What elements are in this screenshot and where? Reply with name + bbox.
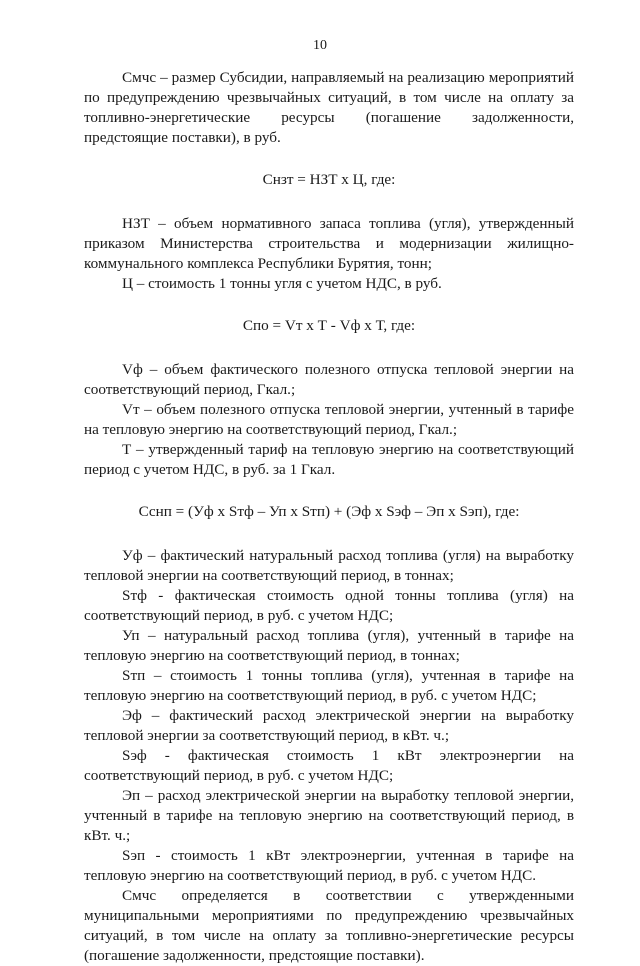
paragraph-uf-definition: Уф – фактический натуральный расход топлива (угля) на выработку тепловой энергии на соответствующий период, в тоннах; (84, 547, 574, 584)
paragraph-t-definition: Т – утвержденный тариф на тепловую энергию на соответствующий период с учетом НДС, в руб. за 1 Гкал. (84, 441, 574, 478)
paragraph-vf-definition: Vф – объем фактического полезного отпуска тепловой энергии на соответствующий период, Гкал.; (84, 361, 574, 398)
paragraph-smchs-definition: Смчс – размер Субсидии, направляемый на реализацию мероприятий по предупреждению чрезвычайных ситуаций, в том числе на оплату за топливно-энергетические ресурсы (погашение задолженности, предстоящие поставки), в руб. (84, 69, 574, 146)
formula-ssnp: Сснп = (Уф х Sтф – Уп х Sтп) + (Эф х Sэф – Эп х Sэп), где: (138, 503, 520, 520)
paragraph-c-definition: Ц – стоимость 1 тонны угля с учетом НДС, в руб. (122, 275, 442, 292)
paragraph-stf-definition: Sтф - фактическая стоимость одной тонны топлива (угля) на соответствующий период, в руб. с учетом НДС; (84, 587, 574, 624)
formula-snzt: Снзт = НЗТ х Ц, где: (262, 171, 396, 188)
paragraph-ef-definition: Эф – фактический расход электрической энергии на выработку тепловой энергии за соответствующий период, в кВт. ч.; (84, 707, 574, 744)
page-content (84, 68, 574, 966)
paragraph-nzt-definition: НЗТ – объем нормативного запаса топлива (угля), утвержденный приказом Министерства строительства и модернизации жилищно-коммунального комплекса Республики Бурятия, тонн; (84, 215, 574, 272)
paragraph-stp-definition: Sтп – стоимость 1 тонны топлива (угля), учтенная в тарифе на тепловую энергию на соответствующий период, в руб. с учетом НДС; (84, 667, 574, 704)
paragraph-vt-definition: Vт – объем полезного отпуска тепловой энергии, учтенный в тарифе на тепловую энергию на соответствующий период, Гкал.; (84, 401, 574, 438)
paragraph-sef-definition: Sэф - фактическая стоимость 1 кВт электроэнергии на соответствующий период, в руб. с учетом НДС; (84, 747, 574, 784)
page-number: 10 (313, 38, 327, 53)
paragraph-smchs-determination: Смчс определяется в соответствии с утвержденными муниципальными мероприятиями по предупреждению чрезвычайных ситуаций, в том числе на оплату за топливно-энергетические ресурсы (погашение задолженности, предстоящие поставки). (84, 887, 574, 964)
paragraph-ep-definition: Эп – расход электрической энергии на выработку тепловой энергии, учтенный в тарифе на тепловую энергию на соответствующий период, в кВт. ч.; (84, 787, 574, 844)
paragraph-up-definition: Уп – натуральный расход топлива (угля), учтенный в тарифе на тепловую энергию на соответствующий период, в тоннах; (84, 627, 574, 664)
paragraph-sep-definition: Sэп - стоимость 1 кВт электроэнергии, учтенная в тарифе на тепловую энергию на соответствующий период, в руб. с учетом НДС. (84, 847, 574, 884)
formula-spo: Спо = Vт х Т - Vф х Т, где: (242, 317, 416, 334)
